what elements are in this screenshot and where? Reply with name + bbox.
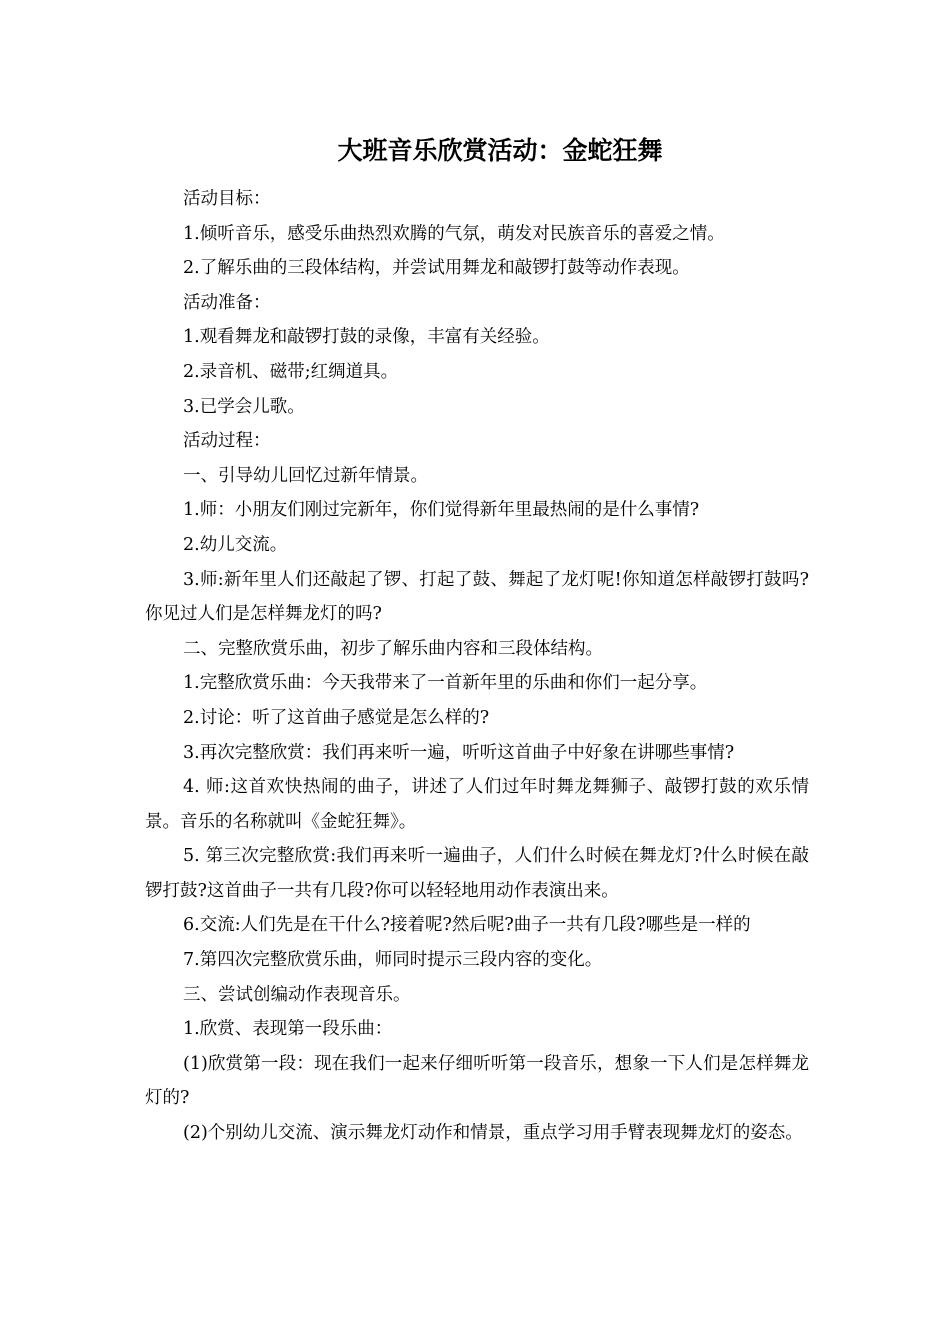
paragraph: 2.幼儿交流。 <box>183 534 288 555</box>
paragraph: 6.交流:人们先是在干什么?接着呢?然后呢?曲子一共有几段?哪些是一样的 <box>183 915 751 936</box>
paragraph: (1)欣赏第一段：现在我们一起来仔细听听第一段音乐，想象一下人们是怎样舞龙灯的? <box>145 1053 809 1109</box>
paragraph-goal-heading: 活动目标： <box>183 189 271 209</box>
paragraph-process-heading: 活动过程： <box>183 431 271 452</box>
section-heading: 一、引导幼儿回忆过新年情景。 <box>183 465 428 486</box>
paragraph: 3.已学会儿歌。 <box>183 396 305 417</box>
section-heading: 二、完整欣赏乐曲，初步了解乐曲内容和三段体结构。 <box>183 638 603 659</box>
paragraph: 3.师:新年里人们还敲起了锣、打起了鼓、舞起了龙灯呢!你知道怎样敲锣打鼓吗?你见过人们是怎样舞龙灯的吗? <box>145 569 809 625</box>
paragraph: 4. 师:这首欢快热闹的曲子，讲述了人们过年时舞龙舞狮子、敲锣打鼓的欢乐情景。音乐的名称就叫《金蛇狂舞》。 <box>145 777 809 832</box>
paragraph: 3.再次完整欣赏：我们再来听一遍，听听这首曲子中好象在讲哪些事情? <box>183 742 735 763</box>
document-title: 大班音乐欣赏活动：金蛇狂舞 <box>337 136 663 165</box>
paragraph: 2.录音机、磁带;红绸道具。 <box>183 361 399 382</box>
paragraph: 1.师：小朋友们刚过完新年，你们觉得新年里最热闹的是什么事情? <box>183 500 700 521</box>
document-body <box>145 182 809 1151</box>
paragraph: 7.第四次完整欣赏乐曲，师同时提示三段内容的变化。 <box>183 950 603 971</box>
paragraph: (2)个别幼儿交流、演示舞龙灯动作和情景，重点学习用手臂表现舞龙灯的姿态。 <box>183 1123 803 1144</box>
section-heading: 三、尝试创编动作表现音乐。 <box>183 984 411 1005</box>
paragraph: 1.倾听音乐，感受乐曲热烈欢腾的气氛，萌发对民族音乐的喜爱之情。 <box>183 223 725 244</box>
paragraph: 1.欣赏、表现第一段乐曲： <box>183 1019 393 1040</box>
paragraph: 2.了解乐曲的三段体结构，并尝试用舞龙和敲锣打鼓等动作表现。 <box>183 258 690 279</box>
paragraph: 2.讨论：听了这首曲子感觉是怎么样的? <box>183 707 490 728</box>
paragraph: 1.完整欣赏乐曲：今天我带来了一首新年里的乐曲和你们一起分享。 <box>183 673 708 694</box>
paragraph: 1.观看舞龙和敲锣打鼓的录像，丰富有关经验。 <box>183 327 550 348</box>
paragraph: 5. 第三次完整欣赏:我们再来听一遍曲子，人们什么时候在舞龙灯?什么时候在敲锣打鼓?这首曲子一共有几段?你可以轻轻地用动作表演出来。 <box>145 846 809 901</box>
paragraph-prep-heading: 活动准备： <box>183 292 271 313</box>
